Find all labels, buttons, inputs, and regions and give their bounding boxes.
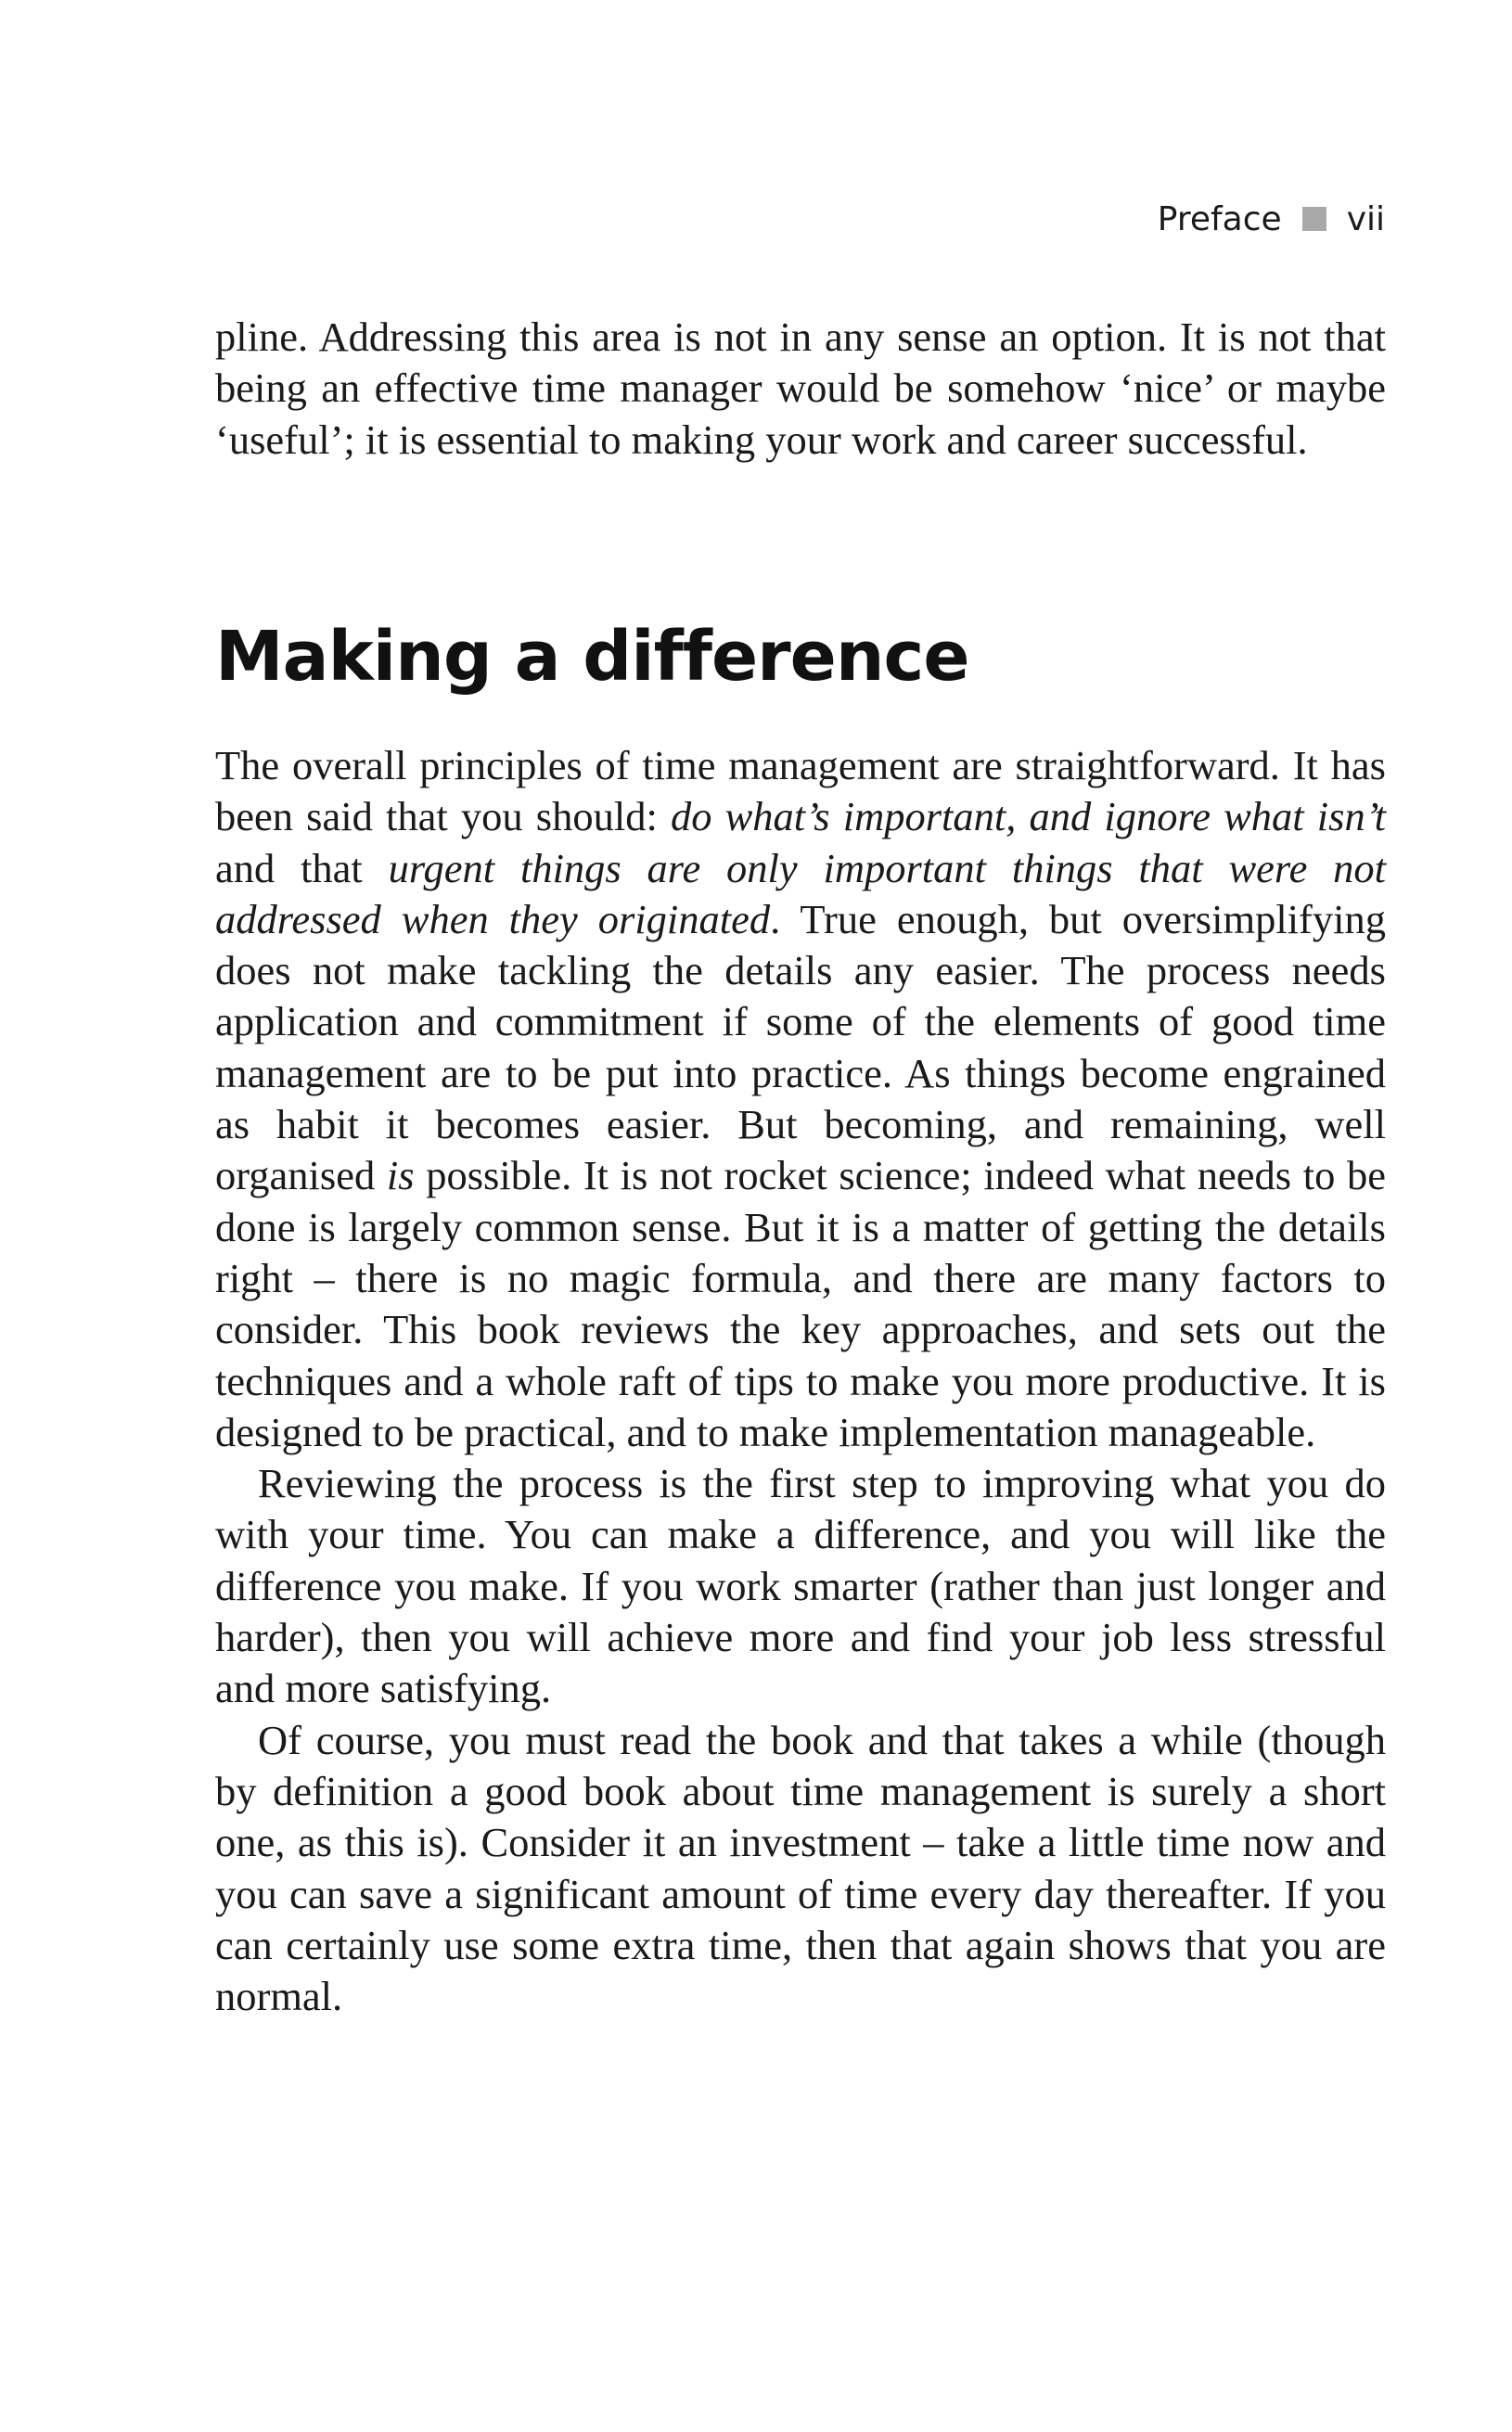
- body-paragraph-1: [215, 740, 1386, 1458]
- running-head-section: Preface: [1157, 199, 1282, 238]
- body-paragraph-2: Reviewing the process is the first step to improving what you do with your time. You can make a difference, and you will like the difference you make. If you work smarter (rather than just longer and harder), then you will achieve more and find your job less stressful and more satisfying.: [215, 1460, 1386, 1712]
- paragraph-1-text-4: possible. It is not rocket science; indeed what needs to be done is largely common sense. But it is a matter of getting the details right – there is no magic formula, and there are many factors to consider. This book reviews the key approaches, and sets out the techniques and a whole raft of tips to make you more productive. It is designed to be practical, and to make implementation manageable.: [215, 1152, 1386, 1455]
- square-bullet-icon: [1302, 207, 1326, 231]
- paragraph-1-italic-1: do what’s important, and ignore what isn’t: [670, 793, 1386, 840]
- page-number: vii: [1346, 199, 1385, 238]
- continuation-paragraph: pline. Addressing this area is not in any sense an option. It is not that being an effective time manager would be somehow ‘nice’ or maybe ‘useful’; it is essential to making your work and career successful.: [215, 314, 1386, 463]
- paragraph-1-text-3: . True enough, but oversimplifying does not make tackling the details any easier. The process needs application and commitment if some of the elements of good time management are to be put into practice. As things become engrained as habit it becomes easier. But becoming, and remaining, well organised: [215, 895, 1386, 1199]
- section-body: [215, 740, 1386, 2022]
- paragraph-1-text-1: The overall principles of time management are straightforward. It has been said that you should:: [215, 742, 1386, 840]
- section-heading: Making a difference: [215, 617, 969, 697]
- paragraph-1-text-2: and that: [215, 844, 389, 891]
- body-paragraph-3: Of course, you must read the book and that takes a while (though by definition a good book about time management is surely a short one, as this is). Consider it an investment – take a little time now and you can save a significant amount of time every day thereafter. If you can certainly use some extra time, then that again shows that you are normal.: [215, 1716, 1386, 2020]
- running-head: [1158, 193, 1385, 245]
- paragraph-1-italic-3: is: [386, 1152, 415, 1199]
- paragraph-1-italic-2: urgent things are only important things that were not addressed when they originated: [215, 844, 1386, 942]
